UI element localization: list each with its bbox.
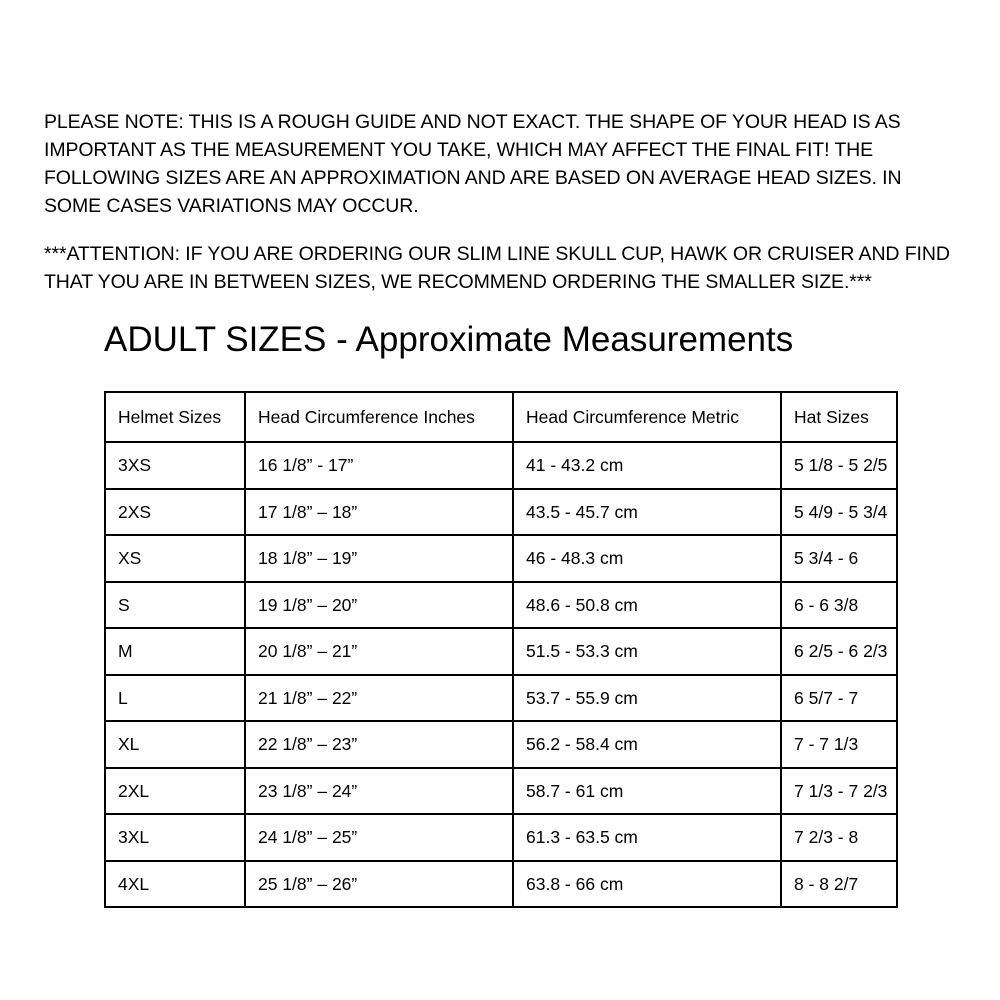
table-row: [105, 721, 897, 768]
cell-helmet-size: 2XS: [105, 489, 245, 536]
cell-hat-size: 5 1/8 - 5 2/5: [781, 442, 897, 489]
note-paragraph-1: PLEASE NOTE: THIS IS A ROUGH GUIDE AND NOT EXACT. THE SHAPE OF YOUR HEAD IS AS IMPORTANT AS THE MEASUREMENT YOU TAKE, WHICH MAY AFFECT THE FINAL FIT! THE FOLLOWING SIZES ARE AN APPROXIMATION AND ARE BASED ON AVERAGE HEAD SIZES. IN SOME CASES VARIATIONS MAY OCCUR.: [44, 111, 902, 217]
cell-helmet-size: XL: [105, 721, 245, 768]
column-header-head-circumference-metric: Head Circumference Metric: [513, 392, 781, 442]
cell-metric: 56.2 - 58.4 cm: [513, 721, 781, 768]
cell-inches: 25 1/8” – 26”: [245, 861, 513, 908]
cell-metric: 53.7 - 55.9 cm: [513, 675, 781, 722]
cell-metric: 58.7 - 61 cm: [513, 768, 781, 815]
cell-inches: 22 1/8” – 23”: [245, 721, 513, 768]
cell-metric: 46 - 48.3 cm: [513, 535, 781, 582]
cell-metric: 61.3 - 63.5 cm: [513, 814, 781, 861]
cell-hat-size: 7 1/3 - 7 2/3: [781, 768, 897, 815]
table-row: [105, 489, 897, 536]
table-row: [105, 768, 897, 815]
table-row: [105, 861, 897, 908]
cell-hat-size: 6 2/5 - 6 2/3: [781, 628, 897, 675]
cell-metric: 48.6 - 50.8 cm: [513, 582, 781, 629]
cell-inches: 24 1/8” – 25”: [245, 814, 513, 861]
table-row: [105, 442, 897, 489]
cell-helmet-size: 3XL: [105, 814, 245, 861]
cell-helmet-size: XS: [105, 535, 245, 582]
cell-metric: 63.8 - 66 cm: [513, 861, 781, 908]
cell-inches: 17 1/8” – 18”: [245, 489, 513, 536]
column-header-head-circumference-inches: Head Circumference Inches: [245, 392, 513, 442]
cell-hat-size: 6 5/7 - 7: [781, 675, 897, 722]
cell-helmet-size: 3XS: [105, 442, 245, 489]
notes-block: [44, 108, 956, 296]
column-header-hat-sizes: Hat Sizes: [781, 392, 897, 442]
cell-inches: 19 1/8” – 20”: [245, 582, 513, 629]
note-paragraph-2: ***ATTENTION: IF YOU ARE ORDERING OUR SLIM LINE SKULL CUP, HAWK OR CRUISER AND FIND THAT YOU ARE IN BETWEEN SIZES, WE RECOMMEND ORDERING THE SMALLER SIZE.***: [44, 243, 950, 293]
table-header-row: [105, 392, 897, 442]
cell-metric: 41 - 43.2 cm: [513, 442, 781, 489]
cell-helmet-size: L: [105, 675, 245, 722]
page-title: ADULT SIZES - Approximate Measurements: [104, 320, 794, 359]
cell-helmet-size: 4XL: [105, 861, 245, 908]
cell-hat-size: 6 - 6 3/8: [781, 582, 897, 629]
cell-metric: 51.5 - 53.3 cm: [513, 628, 781, 675]
table-row: [105, 814, 897, 861]
cell-hat-size: 8 - 8 2/7: [781, 861, 897, 908]
cell-helmet-size: M: [105, 628, 245, 675]
cell-hat-size: 7 - 7 1/3: [781, 721, 897, 768]
table-row: [105, 535, 897, 582]
cell-inches: 18 1/8” – 19”: [245, 535, 513, 582]
cell-hat-size: 7 2/3 - 8: [781, 814, 897, 861]
cell-inches: 16 1/8” - 17”: [245, 442, 513, 489]
column-header-helmet-sizes: Helmet Sizes: [105, 392, 245, 442]
cell-helmet-size: 2XL: [105, 768, 245, 815]
cell-inches: 20 1/8” – 21”: [245, 628, 513, 675]
adult-sizes-table: [104, 391, 898, 908]
table-row: [105, 628, 897, 675]
cell-helmet-size: S: [105, 582, 245, 629]
cell-hat-size: 5 3/4 - 6: [781, 535, 897, 582]
cell-hat-size: 5 4/9 - 5 3/4: [781, 489, 897, 536]
table-row: [105, 675, 897, 722]
cell-inches: 21 1/8” – 22”: [245, 675, 513, 722]
cell-metric: 43.5 - 45.7 cm: [513, 489, 781, 536]
cell-inches: 23 1/8” – 24”: [245, 768, 513, 815]
table-row: [105, 582, 897, 629]
